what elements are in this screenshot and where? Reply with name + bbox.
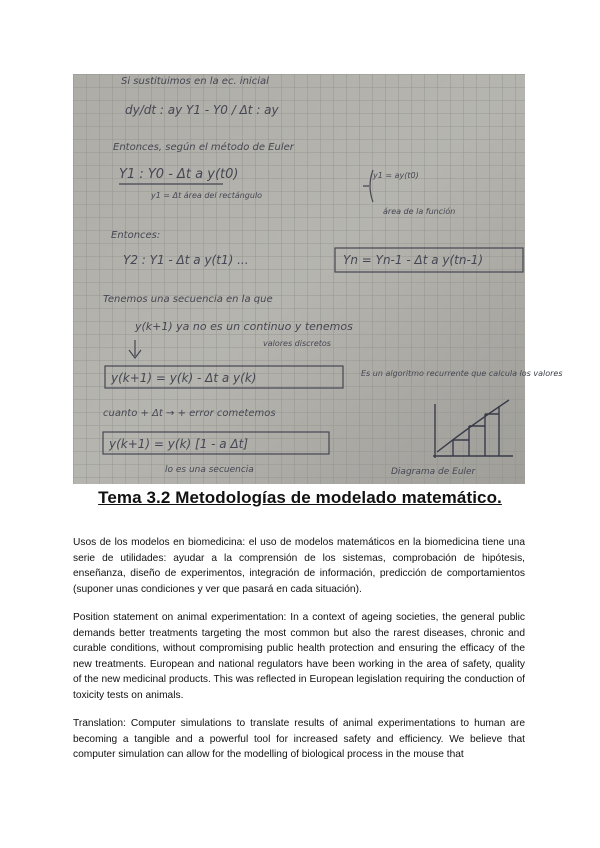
hw-eq3box: Yn = Yn-1 - Δt a y(tn-1) bbox=[343, 253, 484, 267]
hw-eq5box: y(k+1) = y(k) [1 - a Δt] bbox=[109, 437, 249, 451]
hw-line8: lo es una secuencia bbox=[165, 465, 254, 475]
hw-line4: Tenemos una secuencia en la que bbox=[103, 294, 273, 305]
hw-line6: valores discretos bbox=[263, 339, 331, 348]
hw-caption: Diagrama de Euler bbox=[391, 467, 476, 477]
hw-eq2: Y1 : Y0 - Δt a y(t0) bbox=[119, 167, 239, 182]
hw-line5: y(k+1) ya no es un continuo y tenemos bbox=[135, 320, 353, 333]
handwritten-notes-photo bbox=[73, 74, 563, 484]
paragraph-usos-modelos: Usos de los modelos en biomedicina: el uso de modelos matemáticos en la biomedicina tiene una serie de utilidades: ayudar a la comprensión de los sistemas, comprobación de hipótesis, enseñanza, diseño de experimentos, integración de información, predicción de comportamientos (suponer unas condiciones y ver que pasará en cada situación). bbox=[73, 537, 525, 595]
hw-note1c: área de la función bbox=[383, 207, 456, 216]
paragraph-position-statement: Position statement on animal experimentation: In a context of ageing societies, the general public demands better treatments targeting the most common but also the rarest diseases, chronic and curable conditions, without compromising public health protection and ensuring the efficacy of the new treatments. European and national regulators have been working in the area of safety, quality of the new medicinal products. This was reflected in European legislation requiring the conduction of toxicity tests on animals. bbox=[73, 612, 525, 701]
hw-note1b: y1 = Δt área del rectángulo bbox=[151, 191, 263, 200]
hw-note1a: y1 = ay(t0) bbox=[373, 171, 419, 180]
hw-line7: cuanto + Δt → + error cometemos bbox=[103, 408, 276, 419]
hw-line1: Si sustituimos en la ec. inicial bbox=[121, 76, 269, 87]
hw-line3: Entonces: bbox=[111, 230, 161, 241]
notebook-photo-svg bbox=[73, 74, 563, 484]
hw-eq4box: y(k+1) = y(k) - Δt a y(k) bbox=[111, 371, 257, 385]
hw-eq1: dy/dt : ay Y1 - Y0 / Δt : ay bbox=[125, 103, 279, 117]
paragraph-translation: Translation: Computer simulations to translate results of animal experimentations to human are becoming a tangible and a powerful tool for increased safety and efficiency. We believe that computer simulation can allow for the modelling of biological process in the mouse that bbox=[73, 718, 525, 761]
hw-line2: Entonces, según el método de Euler bbox=[113, 142, 294, 153]
hw-note2: Es un algoritmo recurrente que calcula los valores bbox=[361, 369, 563, 378]
page-title: Tema 3.2 Metodologías de modelado matemático. bbox=[98, 488, 502, 507]
hw-eq3: Y2 : Y1 - Δt a y(t1) ... bbox=[123, 253, 249, 267]
